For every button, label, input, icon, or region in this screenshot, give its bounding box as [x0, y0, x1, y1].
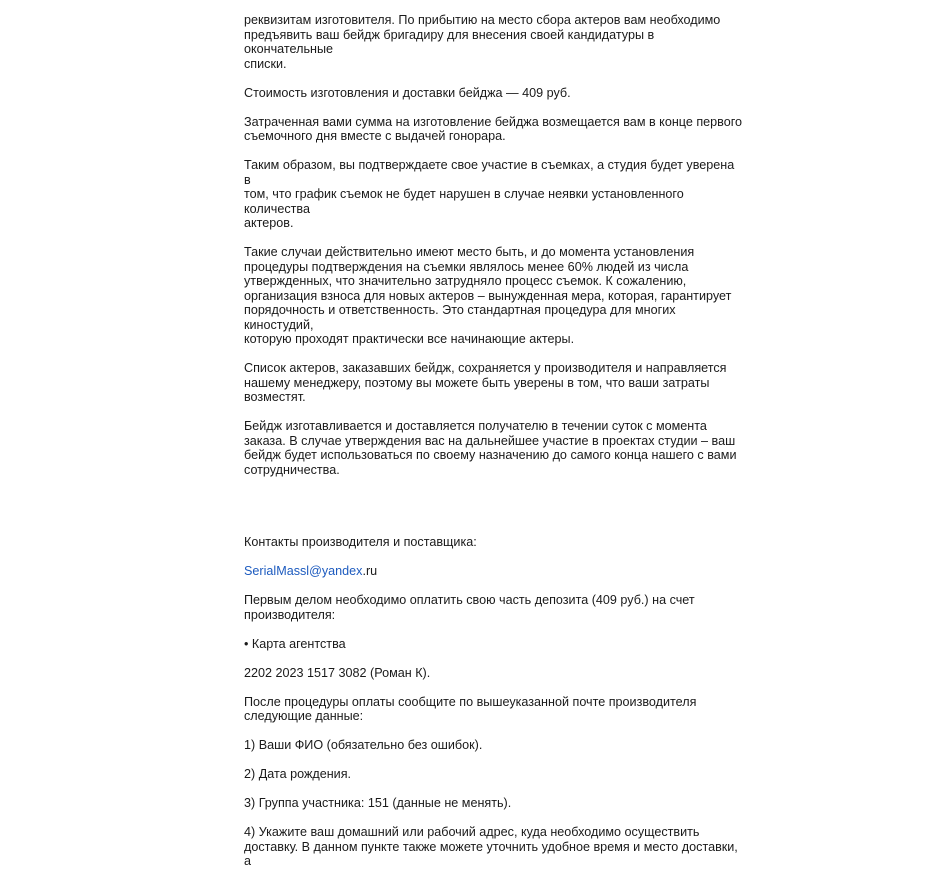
document-body — [244, 13, 744, 883]
paragraph-requisites: реквизитам изготовителя. По прибытию на место сбора актеров вам необходимо предъявить ваш бейдж бригадиру для внесения своей кандидатуры в окончательные списки. — [244, 13, 721, 71]
paragraph-refund: Затраченная вами сумма на изготовление бейджа возмещается вам в конце первого съемочного дня вместе с выдачей гонорара. — [244, 114, 743, 143]
email-link[interactable]: SerialMassl@yandex — [244, 564, 363, 578]
after-payment: После процедуры оплаты сообщите по вышеуказанной почте производителя следующие данные: — [244, 694, 697, 723]
paragraph-cost: Стоимость изготовления и доставки бейджа — 409 руб. — [244, 85, 571, 100]
email-tld: .ru — [362, 564, 378, 578]
payment-method: • Карта агентства — [244, 636, 346, 651]
paragraph-delivery: Бейдж изготавливается и доставляется получателю в течении суток с момента заказа. В случае утверждения вас на дальнейшее участие в проектах студии – ваш бейдж будет использоваться по своему назначению до самого конца нашего с вами сотрудничества. — [244, 419, 737, 477]
step-item: 3) Группа участника: 151 (данные не менять). — [244, 796, 512, 810]
paragraph-cases: Такие случаи действительно имеют место быть, и до момента установления процедуры подтверждения на съемки являлось менее 60% людей из числа утвержденных, что значительно затрудняло процесс съемок. К сожалению, организация взноса для новых актеров – вынужденная мера, которая, гарантирует порядочность и ответственность. Это стандартная процедура для многих киностудий, которую проходят практически все начинающие актеры. — [244, 245, 732, 346]
step-item: 4) Укажите ваш домашний или рабочий адрес, куда необходимо осуществить доставку. В данном пункте также можете уточнить удобное время и место доставки, а — [244, 825, 738, 868]
email-line — [244, 564, 744, 579]
contacts-heading: Контакты производителя и поставщика: — [244, 535, 477, 549]
paragraph-actor-list: Список актеров, заказавших бейдж, сохраняется у производителя и направляется нашему менеджеру, поэтому вы можете быть уверены в том, что ваши затраты возместят. — [244, 361, 727, 404]
spacer — [244, 492, 744, 536]
step-item: 2) Дата рождения. — [244, 767, 352, 781]
paragraph-confirmation: Таким образом, вы подтверждаете свое участие в съемках, а студия будет уверена в том, что график съемок не будет нарушен в случае неявки установленного количества актеров. — [244, 158, 735, 230]
payment-intro: Первым делом необходимо оплатить свою часть депозита (409 руб.) на счет производителя: — [244, 593, 695, 622]
card-number: 2202 2023 1517 3082 (Роман К). — [244, 665, 431, 680]
step-item: 1) Ваши ФИО (обязательно без ошибок). — [244, 738, 483, 752]
